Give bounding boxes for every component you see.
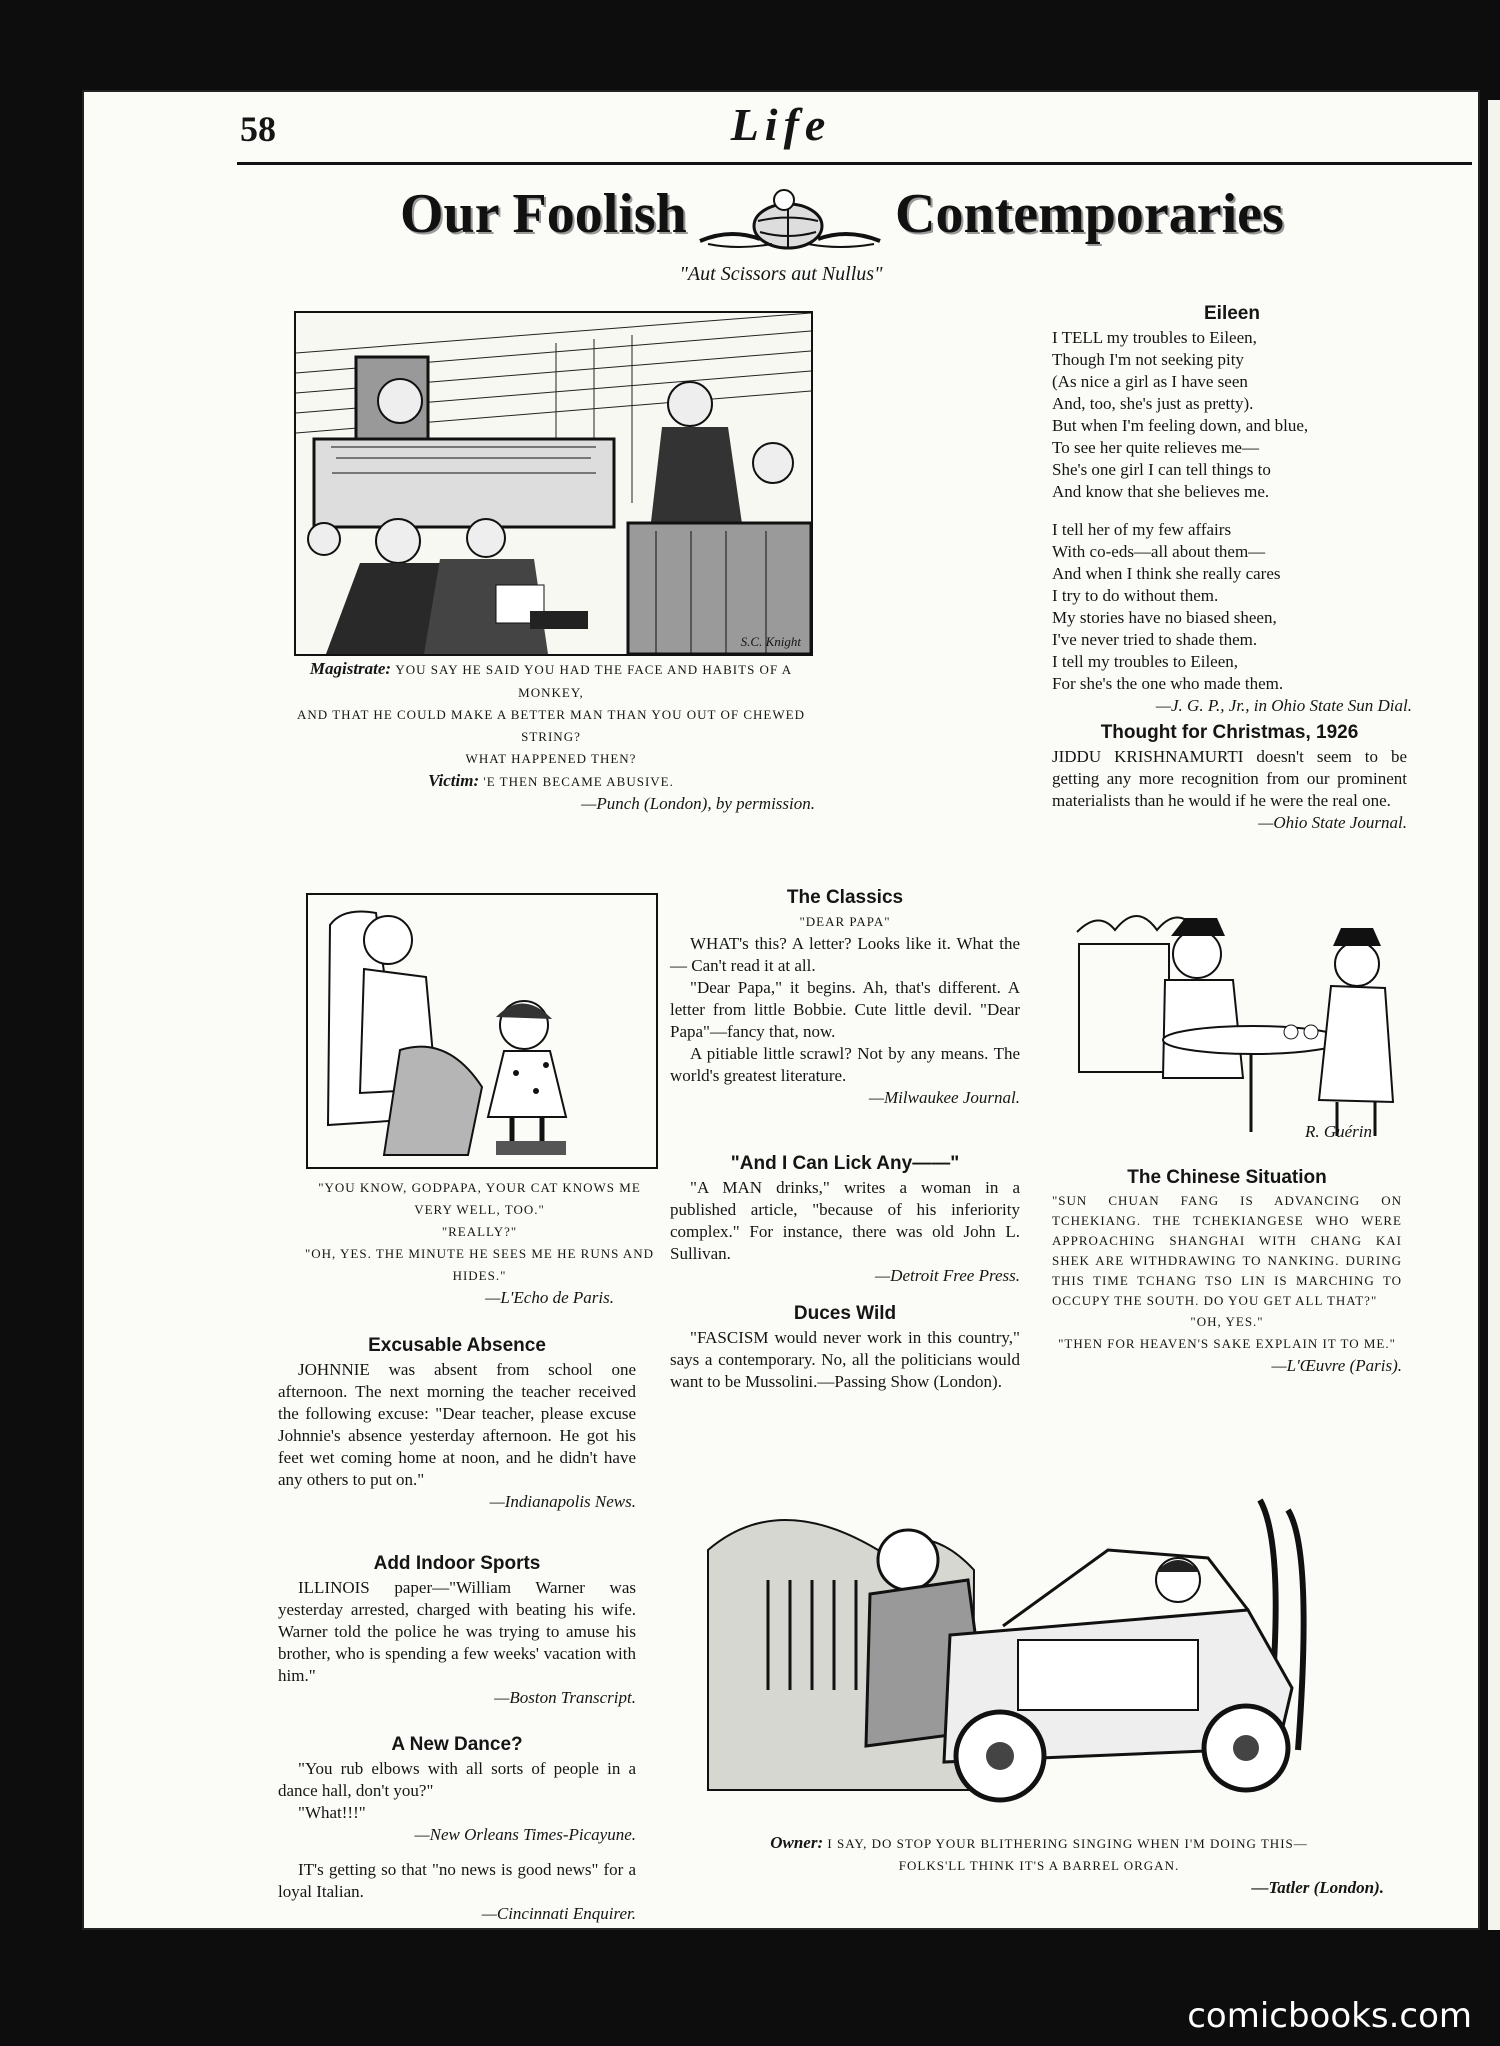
cat-line-1: "YOU KNOW, GODPAPA, YOUR CAT KNOWS ME VERY WELL, TOO." (318, 1180, 641, 1217)
chinese-title: The Chinese Situation (1127, 1167, 1327, 1188)
section-title-right: Contemporaries (895, 183, 1284, 245)
eileen-poem (1052, 303, 1412, 717)
owner-line-2: FOLKS'LL THINK IT'S A BARREL ORGAN. (898, 1858, 1180, 1873)
cat-caption (297, 1177, 662, 1309)
car-credit: —Tatler (London). (1251, 1878, 1384, 1897)
italian-article (278, 1859, 636, 1925)
classics-para-1: WHAT's this? A letter? Looks like it. What the — Can't read it at all. (670, 934, 1020, 975)
chinese-body: "SUN CHUAN FANG IS ADVANCING ON TCHEKIANG. THE TCHEKIANGESE WHO WERE APPROACHING SHANGHAI WITH CHANG KAI SHEK ARE WITHDRAWING TO NANKING. DURING THIS TIME TCHANG TSO LIN IS MARCHING TO OCCUPY THE SOUTH. DO YOU GET ALL THAT?" (1052, 1193, 1402, 1308)
magistrate-line-3: WHAT HAPPENED THEN? (465, 751, 637, 766)
classics-para-2: "Dear Papa," it begins. Ah, that's different. A letter from little Bobbie. Cute little devil. "Dear Papa"—fancy that, now. (670, 978, 1020, 1041)
section-title (400, 178, 1360, 258)
cafe-cartoon (1067, 882, 1402, 1142)
classics-article (670, 887, 1020, 1109)
owner-line-1: I SAY, DO STOP YOUR BLITHERING SINGING WHEN I'M DOING THIS— (827, 1836, 1308, 1851)
cat-credit: —L'Echo de Paris. (485, 1288, 614, 1307)
lick-any-body: "A MAN drinks," writes a woman in a published article, "because of his inferiority complex." For instance, there was old John L. Sullivan. (670, 1178, 1020, 1263)
classics-para-3: A pitiable little scrawl? Not by any means. The world's greatest literature. (670, 1044, 1020, 1085)
lick-any-article (670, 1153, 1020, 1287)
victim-label: Victim: (428, 771, 480, 790)
new-dance-reply: "What!!!" (298, 1803, 366, 1822)
duces-body: "FASCISM would never work in this country," says a contemporary. No, all the politicians would want to be Mussolini.—Passing Show (London). (670, 1328, 1020, 1391)
magistrate-line-1: YOU SAY HE SAID YOU HAD THE FACE AND HABITS OF A MONKEY, (395, 662, 793, 700)
indoor-sports-article (278, 1553, 636, 1709)
chinese-reply-2: "THEN FOR HEAVEN'S SAKE EXPLAIN IT TO ME." (1058, 1336, 1396, 1351)
courtroom-illustration (296, 313, 811, 654)
duces-article (670, 1303, 1020, 1393)
car-illustration (688, 1430, 1378, 1825)
new-dance-credit: —New Orleans Times-Picayune. (414, 1825, 636, 1844)
absence-body: JOHNNIE was absent from school one afternoon. The next morning the teacher received the following excuse: "Dear teacher, please excuse Johnnie's absence yesterday afternoon. He got his feet wet coming home at noon, and he didn't have any others to put on." (278, 1360, 636, 1489)
page-number: 58 (240, 109, 276, 149)
eileen-title: Eileen (1204, 303, 1260, 324)
cafe-signature: R. Guérin (1304, 1122, 1372, 1141)
cat-cartoon (306, 893, 658, 1169)
italian-body: IT's getting so that "no news is good news" for a loyal Italian. (278, 1860, 636, 1901)
site-watermark: comicbooks.com (1187, 1996, 1472, 2036)
italian-credit: —Cincinnati Enquirer. (481, 1904, 636, 1923)
victim-reply: 'E THEN BECAME ABUSIVE. (483, 774, 674, 789)
masthead-rule (237, 162, 1472, 165)
christmas-credit: —Ohio State Journal. (1258, 813, 1407, 832)
courtroom-cartoon (294, 311, 813, 656)
magistrate-line-2: AND THAT HE COULD MAKE A BETTER MAN THAN YOU OUT OF CHEWED STRING? (297, 707, 805, 744)
owner-label: Owner: (770, 1833, 824, 1852)
courtroom-credit: —Punch (London), by permission. (581, 794, 815, 813)
globe-cherub-ornament (690, 186, 888, 252)
christmas-title: Thought for Christmas, 1926 (1100, 722, 1359, 743)
eileen-credit: —J. G. P., Jr., in Ohio State Sun Dial. (1155, 696, 1412, 715)
magistrate-label: Magistrate: (309, 659, 392, 678)
chinese-reply-1: "OH, YES." (1190, 1314, 1264, 1329)
christmas-article (1052, 722, 1407, 834)
section-motto: "Aut Scissors aut Nullus" (679, 263, 883, 285)
cat-illustration (308, 895, 656, 1167)
classics-credit: —Milwaukee Journal. (868, 1088, 1020, 1107)
eileen-stanza-1: I TELL my troubles to Eileen, Though I'm not seeking pity (As nice a girl as I have seen And, too, she's just as pretty). But when I'm feeling down, and blue, To see her quite relieves me— She's one girl I can tell things to And know that she believes me. (1052, 328, 1309, 501)
section-title-left: Our Foolish (400, 183, 687, 245)
magazine-page (82, 90, 1480, 1930)
car-caption (694, 1832, 1384, 1899)
lick-any-credit: —Detroit Free Press. (875, 1266, 1020, 1285)
indoor-sports-credit: —Boston Transcript. (494, 1688, 636, 1707)
christmas-body: JIDDU KRISHNAMURTI doesn't seem to be getting any more recognition from our prominent materialists than he would if he were the real one. (1052, 747, 1407, 810)
cat-line-3: "OH, YES. THE MINUTE HE SEES ME HE RUNS AND HIDES." (304, 1246, 655, 1283)
absence-credit: —Indianapolis News. (489, 1492, 636, 1511)
classics-subtitle: "DEAR PAPA" (799, 914, 891, 929)
cafe-illustration (1067, 882, 1402, 1142)
chinese-article (1052, 1167, 1402, 1377)
new-dance-body: "You rub elbows with all sorts of people in a dance hall, don't you?" (278, 1759, 636, 1800)
car-cartoon (688, 1430, 1378, 1825)
magazine-title: Life (730, 99, 832, 150)
courtroom-signature: S.C. Knight (740, 634, 801, 649)
lick-any-title: "And I Can Lick Any——" (730, 1153, 960, 1174)
eileen-stanza-2: I tell her of my few affairs With co-eds—all about them— And when I think she really cares I try to do without them. My stories have no biased sheen, I've never tried to shade them. I tell my troubles to Eileen, For she's the one who made them. (1052, 520, 1284, 693)
chinese-credit: —L'Œuvre (Paris). (1271, 1356, 1402, 1375)
duces-title: Duces Wild (793, 1303, 897, 1324)
indoor-sports-body: ILLINOIS paper—"William Warner was yesterday arrested, charged with beating his wife. Warner told the police he was trying to amuse his brother, who is spending a few weeks' vacation with him." (278, 1578, 636, 1685)
page-edge (1488, 100, 1500, 1930)
cat-line-2: "REALLY?" (441, 1224, 518, 1239)
absence-title: Excusable Absence (368, 1335, 546, 1356)
new-dance-title: A New Dance? (391, 1734, 523, 1755)
new-dance-article (278, 1734, 636, 1846)
absence-article (278, 1335, 636, 1513)
classics-title: The Classics (786, 887, 904, 908)
indoor-sports-title: Add Indoor Sports (373, 1553, 541, 1574)
courtroom-caption (287, 658, 815, 815)
